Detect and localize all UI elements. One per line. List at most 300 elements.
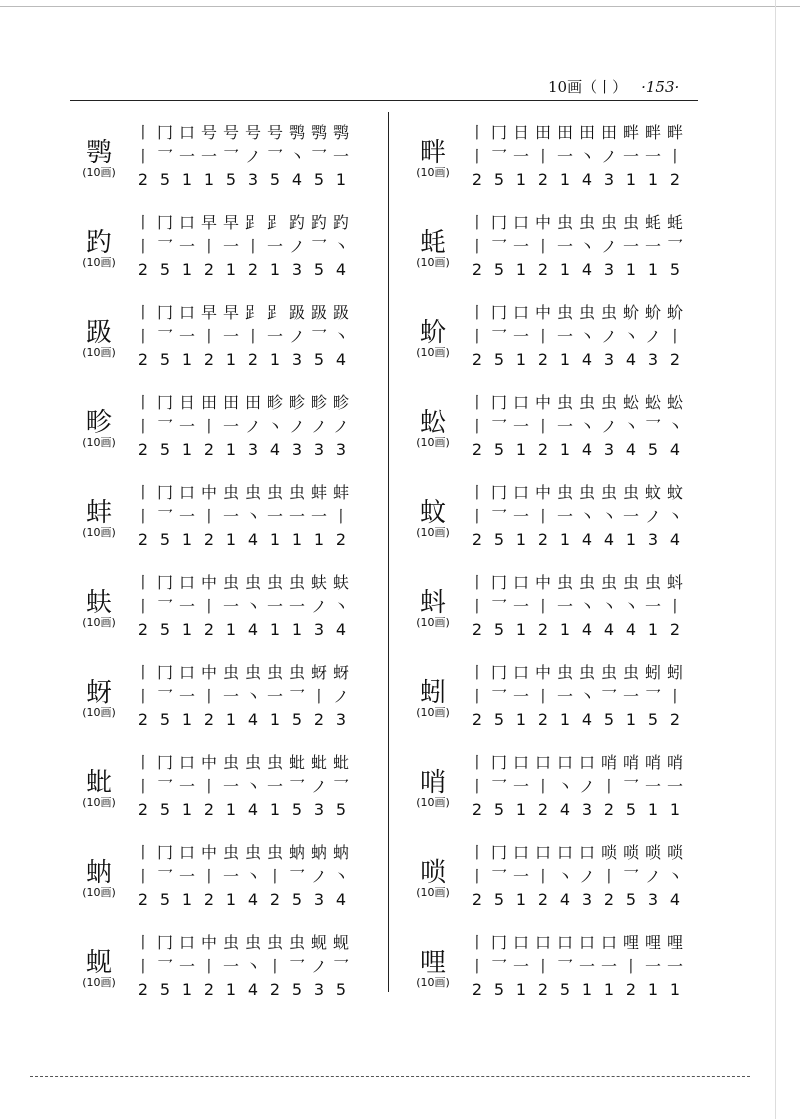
- stroke-codes: [466, 260, 686, 279]
- stroke-codes-item: 4: [559, 800, 571, 819]
- stroke-sequence-glyphs-item: 虫: [556, 663, 573, 682]
- stroke-sequence-glyphs-item: 畔: [644, 123, 661, 142]
- stroke-shapes-item: ノ: [310, 417, 327, 436]
- stroke-sequence-glyphs-item: 口: [556, 933, 573, 952]
- entry-character: 蚬: [85, 948, 112, 978]
- stroke-sequence-glyphs-item: 虫: [622, 573, 639, 592]
- stroke-sequence-glyphs-item: 蚊: [666, 483, 683, 502]
- stroke-codes-item: 1: [515, 800, 527, 819]
- stroke-codes-item: 2: [471, 980, 483, 999]
- stroke-codes-item: 1: [559, 170, 571, 189]
- stroke-codes-item: 5: [603, 710, 615, 729]
- stroke-count-note: (10画): [416, 886, 450, 899]
- stroke-sequence-glyphs-item: 号: [222, 123, 239, 142]
- stroke-codes-item: 2: [137, 440, 149, 459]
- stroke-count-note: (10画): [416, 526, 450, 539]
- stroke-codes-item: 1: [291, 530, 303, 549]
- stroke-codes-item: 5: [559, 980, 571, 999]
- stroke-sequence-glyphs: [132, 840, 352, 863]
- stroke-shapes-item: ノ: [310, 867, 327, 886]
- stroke-shapes-item: 丨: [534, 237, 551, 256]
- stroke-codes-item: 4: [247, 980, 259, 999]
- stroke-codes-item: 5: [493, 260, 505, 279]
- stroke-sequence-glyphs-item: 口: [178, 843, 195, 862]
- stroke-shapes-item: 一: [288, 507, 305, 526]
- stroke-codes-item: 2: [335, 530, 347, 549]
- stroke-shapes-item: 一: [178, 147, 195, 166]
- stroke-codes-item: 2: [471, 620, 483, 639]
- stroke-shapes-item: 丨: [200, 417, 217, 436]
- stroke-sequence-glyphs-item: 口: [512, 303, 529, 322]
- stroke-shapes-item: 一: [644, 147, 661, 166]
- stroke-sequence-glyphs-item: 口: [556, 753, 573, 772]
- stroke-sequence-glyphs-item: 虫: [600, 663, 617, 682]
- entry-character: 蚜: [85, 678, 112, 708]
- stroke-sequence-glyphs-item: 畛: [310, 393, 327, 412]
- stroke-shapes-item: 乛: [156, 597, 173, 616]
- stroke-shapes-item: 一: [644, 237, 661, 256]
- stroke-codes-item: 1: [559, 440, 571, 459]
- stroke-shapes-item: 乛: [332, 777, 349, 796]
- stroke-shapes-item: 丨: [600, 777, 617, 796]
- stroke-shapes-item: 丨: [266, 957, 283, 976]
- stroke-shapes-item: 一: [266, 777, 283, 796]
- stroke-sequence-glyphs-item: 畛: [266, 393, 283, 412]
- stroke-sequence-glyphs-item: 丨: [468, 573, 485, 592]
- stroke-sequence-glyphs-item: 虫: [222, 933, 239, 952]
- stroke-shapes-item: 丶: [556, 777, 573, 796]
- stroke-sequence-glyphs-item: 冂: [156, 303, 173, 322]
- stroke-shapes-item: 丶: [244, 777, 261, 796]
- stroke-codes-item: 5: [625, 890, 637, 909]
- stroke-sequence-glyphs-item: 口: [512, 393, 529, 412]
- stroke-codes-item: 2: [247, 350, 259, 369]
- stroke-shapes-item: 丨: [468, 417, 485, 436]
- stroke-shapes-item: 一: [556, 687, 573, 706]
- stroke-codes-item: 2: [471, 890, 483, 909]
- stroke-codes-item: 2: [137, 260, 149, 279]
- stroke-count-note: (10画): [416, 976, 450, 989]
- stroke-codes-item: 2: [603, 890, 615, 909]
- stroke-sequence-glyphs-item: 冂: [490, 123, 507, 142]
- stroke-sequence-glyphs-item: 虫: [578, 573, 595, 592]
- stroke-shapes-item: 乛: [490, 507, 507, 526]
- stroke-sequence-glyphs-item: 号: [266, 123, 283, 142]
- stroke-codes-item: 1: [225, 980, 237, 999]
- stroke-sequence-glyphs-item: 中: [534, 393, 551, 412]
- stroke-codes: [132, 980, 352, 999]
- section-label: 10画（丨）: [548, 78, 628, 96]
- stroke-codes-item: 2: [137, 710, 149, 729]
- stroke-shapes: [132, 504, 352, 527]
- stroke-sequence-glyphs-item: 冂: [490, 393, 507, 412]
- stroke-shapes-item: ノ: [244, 147, 261, 166]
- stroke-shapes-item: 丨: [200, 507, 217, 526]
- stroke-codes-item: 4: [603, 530, 615, 549]
- stroke-sequence-glyphs-item: 虫: [288, 933, 305, 952]
- stroke-sequence-glyphs: [132, 120, 352, 143]
- stroke-codes-item: 4: [335, 350, 347, 369]
- stroke-sequence-glyphs-item: 虫: [244, 753, 261, 772]
- stroke-codes-item: 1: [625, 170, 637, 189]
- stroke-shapes-item: 丨: [200, 777, 217, 796]
- char-entry: [66, 832, 366, 922]
- stroke-shapes-item: 一: [622, 147, 639, 166]
- stroke-shapes-item: 一: [222, 327, 239, 346]
- stroke-sequence-glyphs-item: 蚊: [644, 483, 661, 502]
- stroke-codes-item: 1: [559, 530, 571, 549]
- entry-character: 哩: [419, 948, 446, 978]
- stroke-shapes-item: ノ: [288, 237, 305, 256]
- stroke-codes: [132, 260, 352, 279]
- stroke-sequence-glyphs-item: 唢: [622, 843, 639, 862]
- stroke-sequence-glyphs-item: 蚍: [332, 753, 349, 772]
- stroke-sequence-glyphs-item: 蚨: [310, 573, 327, 592]
- stroke-shapes-item: 丶: [578, 327, 595, 346]
- stroke-codes-item: 2: [625, 980, 637, 999]
- stroke-sequence-glyphs-item: 哩: [666, 933, 683, 952]
- stroke-sequence-glyphs-item: 冂: [490, 753, 507, 772]
- stroke-shapes-item: 一: [178, 327, 195, 346]
- stroke-codes-item: 5: [291, 890, 303, 909]
- stroke-codes-item: 1: [225, 260, 237, 279]
- stroke-codes-item: 5: [335, 980, 347, 999]
- stroke-sequence-glyphs-item: 𧾷: [244, 303, 261, 322]
- stroke-codes-item: 1: [181, 170, 193, 189]
- stroke-codes-item: 2: [471, 440, 483, 459]
- stroke-count-note: (10画): [82, 526, 116, 539]
- stroke-codes-item: 5: [493, 890, 505, 909]
- char-entry: [400, 112, 700, 202]
- stroke-sequence-glyphs-item: 虫: [622, 483, 639, 502]
- stroke-shapes-item: 丨: [468, 687, 485, 706]
- stroke-codes-item: 1: [225, 350, 237, 369]
- stroke-codes-item: 2: [203, 440, 215, 459]
- stroke-count-note: (10画): [416, 616, 450, 629]
- stroke-codes-item: 4: [335, 890, 347, 909]
- stroke-shapes-item: 一: [178, 867, 195, 886]
- stroke-shapes-item: 丶: [332, 327, 349, 346]
- stroke-shapes: [466, 234, 686, 257]
- stroke-sequence-glyphs-item: 冂: [156, 663, 173, 682]
- stroke-shapes-item: 乛: [490, 237, 507, 256]
- stroke-sequence-glyphs-item: 口: [578, 933, 595, 952]
- stroke-shapes-item: 丨: [534, 507, 551, 526]
- stroke-sequence-glyphs-item: 丨: [134, 483, 151, 502]
- stroke-codes-item: 2: [537, 980, 549, 999]
- stroke-shapes-item: 乛: [156, 237, 173, 256]
- column-divider: [388, 112, 389, 992]
- entry-character: 蚌: [85, 498, 112, 528]
- stroke-sequence-glyphs-item: 趵: [288, 213, 305, 232]
- stroke-shapes-item: 丶: [332, 597, 349, 616]
- stroke-shapes-item: 一: [512, 147, 529, 166]
- stroke-codes-item: 3: [313, 620, 325, 639]
- stroke-sequence-glyphs-item: 虫: [266, 843, 283, 862]
- stroke-shapes-item: 一: [556, 327, 573, 346]
- stroke-sequence-glyphs-item: 中: [200, 483, 217, 502]
- stroke-sequence-glyphs-item: 蚋: [310, 843, 327, 862]
- stroke-codes-item: 5: [335, 800, 347, 819]
- stroke-shapes-item: 乛: [310, 237, 327, 256]
- stroke-codes-item: 4: [581, 440, 593, 459]
- stroke-codes-item: 2: [247, 260, 259, 279]
- char-entry: [400, 202, 700, 292]
- stroke-sequence-glyphs: [466, 750, 686, 773]
- stroke-shapes: [132, 594, 352, 617]
- stroke-shapes-item: 一: [512, 777, 529, 796]
- stroke-codes-item: 3: [313, 890, 325, 909]
- stroke-shapes-item: 丨: [134, 597, 151, 616]
- stroke-codes-item: 3: [247, 170, 259, 189]
- stroke-shapes-item: 丨: [134, 867, 151, 886]
- stroke-codes-item: 1: [625, 710, 637, 729]
- stroke-codes-item: 1: [203, 170, 215, 189]
- stroke-count-note: (10画): [82, 256, 116, 269]
- stroke-codes-item: 3: [335, 710, 347, 729]
- page-top-edge: [0, 0, 800, 7]
- stroke-codes-item: 2: [137, 350, 149, 369]
- stroke-shapes-item: 一: [222, 957, 239, 976]
- stroke-sequence-glyphs-item: 虫: [288, 573, 305, 592]
- stroke-shapes-item: 丶: [244, 687, 261, 706]
- stroke-codes-item: 2: [203, 800, 215, 819]
- stroke-sequence-glyphs-item: 口: [178, 753, 195, 772]
- stroke-codes-item: 2: [537, 440, 549, 459]
- stroke-shapes-item: 丶: [666, 417, 683, 436]
- stroke-shapes-item: 乛: [288, 957, 305, 976]
- char-entry: [66, 742, 366, 832]
- stroke-shapes-item: 丨: [666, 327, 683, 346]
- stroke-codes-item: 2: [471, 170, 483, 189]
- stroke-shapes-item: 一: [178, 777, 195, 796]
- stroke-sequence-glyphs-item: 中: [534, 663, 551, 682]
- stroke-shapes-item: 丨: [134, 957, 151, 976]
- stroke-codes-item: 5: [159, 350, 171, 369]
- stroke-codes-item: 4: [247, 530, 259, 549]
- stroke-codes-item: 3: [603, 440, 615, 459]
- stroke-codes-item: 4: [669, 530, 681, 549]
- stroke-sequence-glyphs-item: 丨: [468, 483, 485, 502]
- stroke-shapes-item: 乛: [556, 957, 573, 976]
- stroke-codes-item: 1: [269, 260, 281, 279]
- stroke-shapes-item: 一: [556, 237, 573, 256]
- stroke-shapes-item: 一: [178, 687, 195, 706]
- page-number: ·153·: [641, 78, 680, 96]
- stroke-shapes-item: 丨: [244, 237, 261, 256]
- stroke-sequence-glyphs-item: 丨: [468, 753, 485, 772]
- stroke-shapes-item: 一: [666, 957, 683, 976]
- stroke-shapes-item: 乛: [288, 777, 305, 796]
- stroke-sequence-glyphs-item: 虫: [578, 213, 595, 232]
- stroke-sequence-glyphs-item: 虫: [244, 483, 261, 502]
- stroke-codes-item: 2: [537, 890, 549, 909]
- stroke-shapes-item: 一: [666, 777, 683, 796]
- stroke-sequence-glyphs-item: 口: [512, 753, 529, 772]
- stroke-sequence-glyphs-item: 虫: [578, 303, 595, 322]
- entry-character: 哨: [419, 768, 446, 798]
- stroke-shapes-item: 丨: [666, 147, 683, 166]
- stroke-shapes-item: ノ: [310, 777, 327, 796]
- stroke-sequence-glyphs-item: 丨: [134, 843, 151, 862]
- stroke-shapes-item: 乛: [156, 507, 173, 526]
- entry-character: 蚊: [419, 498, 446, 528]
- stroke-sequence-glyphs-item: 虫: [556, 393, 573, 412]
- stroke-sequence-glyphs-item: 冂: [490, 843, 507, 862]
- stroke-shapes-item: 丨: [468, 777, 485, 796]
- entry-character: 趿: [85, 318, 112, 348]
- stroke-count-note: (10画): [416, 796, 450, 809]
- stroke-shapes-item: 丶: [266, 417, 283, 436]
- stroke-shapes-item: 乛: [288, 867, 305, 886]
- stroke-shapes-item: ノ: [644, 327, 661, 346]
- stroke-shapes-item: 丶: [578, 597, 595, 616]
- stroke-sequence-glyphs-item: 丨: [468, 843, 485, 862]
- char-entry: [66, 652, 366, 742]
- stroke-codes-item: 5: [159, 980, 171, 999]
- stroke-sequence-glyphs-item: 早: [222, 303, 239, 322]
- stroke-shapes: [466, 864, 686, 887]
- char-entry: [400, 832, 700, 922]
- stroke-sequence-glyphs-item: 中: [200, 933, 217, 952]
- stroke-sequence-glyphs-item: 蚌: [310, 483, 327, 502]
- stroke-shapes-item: 一: [222, 507, 239, 526]
- stroke-shapes-item: 乛: [666, 237, 683, 256]
- stroke-shapes-item: 一: [644, 957, 661, 976]
- stroke-codes-item: 4: [335, 260, 347, 279]
- stroke-sequence-glyphs-item: 中: [534, 213, 551, 232]
- stroke-sequence-glyphs-item: 唢: [666, 843, 683, 862]
- stroke-shapes-item: 一: [178, 957, 195, 976]
- stroke-codes-item: 1: [225, 710, 237, 729]
- stroke-sequence-glyphs-item: 畔: [622, 123, 639, 142]
- stroke-codes: [132, 350, 352, 369]
- stroke-codes-item: 1: [225, 440, 237, 459]
- stroke-shapes-item: 丨: [534, 687, 551, 706]
- stroke-codes-item: 1: [225, 620, 237, 639]
- stroke-shapes-item: 丨: [134, 237, 151, 256]
- stroke-codes-item: 5: [159, 710, 171, 729]
- stroke-sequence-glyphs-item: 口: [178, 663, 195, 682]
- stroke-sequence-glyphs-item: 口: [178, 933, 195, 952]
- entry-character: 趵: [85, 228, 112, 258]
- stroke-sequence-glyphs-item: 虫: [222, 483, 239, 502]
- stroke-shapes-item: 一: [178, 417, 195, 436]
- entry-character: 蚍: [85, 768, 112, 798]
- stroke-codes-item: 2: [203, 350, 215, 369]
- stroke-sequence-glyphs-item: 丨: [134, 933, 151, 952]
- stroke-count-note: (10画): [416, 706, 450, 719]
- entry-character: 蚓: [419, 678, 446, 708]
- stroke-codes-item: 1: [181, 980, 193, 999]
- stroke-sequence-glyphs-item: 蚬: [310, 933, 327, 952]
- stroke-shapes-item: 乛: [288, 687, 305, 706]
- stroke-sequence-glyphs-item: 虫: [600, 483, 617, 502]
- stroke-shapes-item: ノ: [578, 777, 595, 796]
- stroke-sequence-glyphs-item: 冂: [156, 843, 173, 862]
- stroke-codes-item: 1: [181, 350, 193, 369]
- stroke-codes-item: 5: [159, 620, 171, 639]
- stroke-codes-item: 5: [159, 530, 171, 549]
- stroke-shapes-item: 丨: [134, 327, 151, 346]
- stroke-codes-item: 1: [647, 620, 659, 639]
- stroke-sequence-glyphs-item: 冂: [156, 213, 173, 232]
- stroke-sequence-glyphs-item: 蚝: [644, 213, 661, 232]
- stroke-sequence-glyphs-item: 虫: [288, 483, 305, 502]
- stroke-shapes-item: 乛: [490, 147, 507, 166]
- stroke-sequence-glyphs-item: 口: [178, 123, 195, 142]
- stroke-codes: [132, 170, 352, 189]
- stroke-sequence-glyphs-item: 蚋: [332, 843, 349, 862]
- stroke-shapes-item: ノ: [310, 957, 327, 976]
- stroke-sequence-glyphs: [466, 660, 686, 683]
- stroke-shapes-item: 丨: [468, 867, 485, 886]
- stroke-codes-item: 3: [291, 350, 303, 369]
- stroke-sequence-glyphs-item: 鹗: [332, 123, 349, 142]
- stroke-shapes-item: 乛: [490, 327, 507, 346]
- stroke-codes-item: 1: [515, 620, 527, 639]
- stroke-sequence-glyphs-item: 中: [534, 303, 551, 322]
- stroke-codes-item: 1: [559, 260, 571, 279]
- stroke-codes-item: 5: [159, 800, 171, 819]
- stroke-codes-item: 2: [669, 170, 681, 189]
- char-entry: [66, 382, 366, 472]
- stroke-codes-item: 5: [269, 170, 281, 189]
- stroke-shapes-item: 乛: [156, 867, 173, 886]
- stroke-shapes-item: 乛: [156, 687, 173, 706]
- stroke-codes-item: 2: [669, 620, 681, 639]
- stroke-shapes-item: 乛: [156, 327, 173, 346]
- stroke-codes-item: 1: [559, 710, 571, 729]
- stroke-shapes-item: 丶: [622, 597, 639, 616]
- stroke-codes-item: 3: [247, 440, 259, 459]
- stroke-codes-item: 4: [247, 620, 259, 639]
- stroke-sequence-glyphs: [466, 930, 686, 953]
- stroke-codes-item: 2: [471, 800, 483, 819]
- stroke-shapes-item: 丨: [200, 327, 217, 346]
- stroke-shapes-item: 乛: [310, 147, 327, 166]
- stroke-shapes: [466, 324, 686, 347]
- stroke-shapes-item: 丶: [332, 867, 349, 886]
- stroke-shapes-item: 一: [178, 597, 195, 616]
- stroke-codes-item: 2: [471, 350, 483, 369]
- stroke-codes-item: 1: [269, 350, 281, 369]
- char-entry: [66, 922, 366, 1012]
- stroke-codes-item: 4: [247, 800, 259, 819]
- stroke-codes-item: 2: [603, 800, 615, 819]
- stroke-sequence-glyphs-item: 蚓: [644, 663, 661, 682]
- stroke-shapes-item: 丨: [666, 687, 683, 706]
- stroke-shapes-item: 一: [622, 687, 639, 706]
- stroke-codes-item: 2: [669, 350, 681, 369]
- stroke-shapes: [466, 414, 686, 437]
- stroke-codes-item: 1: [515, 890, 527, 909]
- stroke-sequence-glyphs-item: 丨: [468, 213, 485, 232]
- stroke-codes-item: 1: [269, 710, 281, 729]
- stroke-sequence-glyphs-item: 虫: [578, 483, 595, 502]
- stroke-shapes-item: 丶: [600, 597, 617, 616]
- stroke-codes-item: 1: [181, 530, 193, 549]
- stroke-sequence-glyphs-item: 丨: [468, 123, 485, 142]
- stroke-sequence-glyphs-item: 虫: [578, 393, 595, 412]
- stroke-sequence-glyphs-item: 虫: [244, 663, 261, 682]
- stroke-codes-item: 5: [647, 710, 659, 729]
- stroke-shapes-item: 丨: [534, 957, 551, 976]
- stroke-shapes-item: 一: [512, 417, 529, 436]
- stroke-codes: [466, 620, 686, 639]
- stroke-shapes-item: 丨: [468, 597, 485, 616]
- stroke-shapes-item: 丨: [134, 777, 151, 796]
